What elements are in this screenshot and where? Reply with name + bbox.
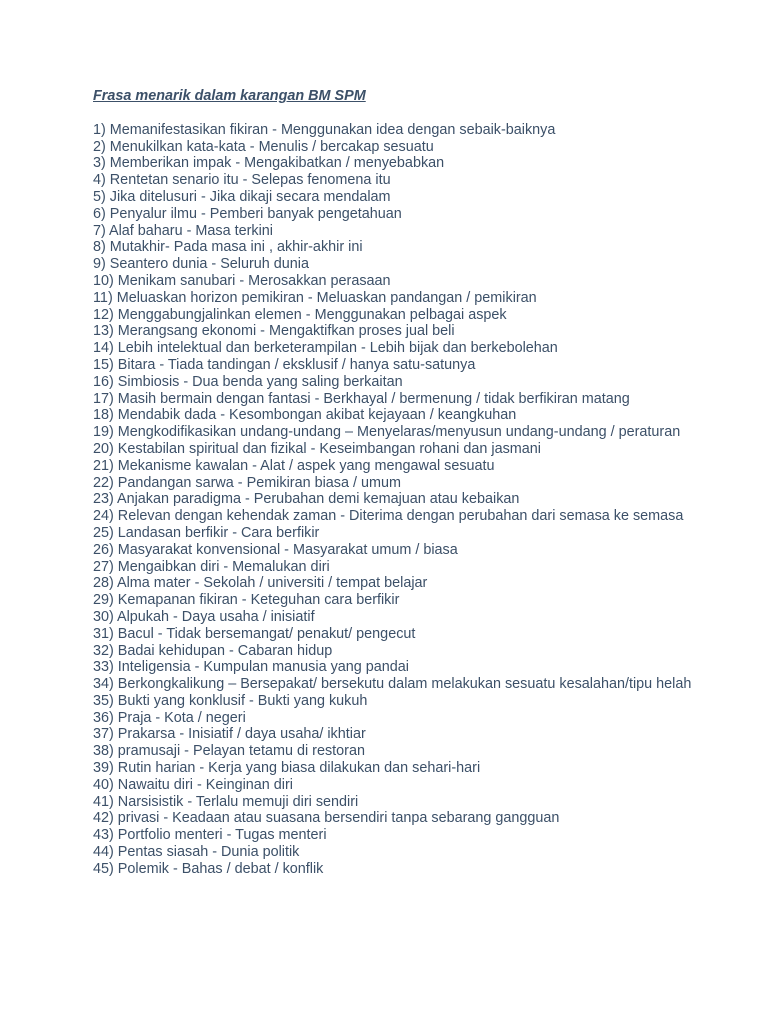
- list-item: 40) Nawaitu diri - Keinginan diri: [93, 776, 293, 793]
- list-item: 22) Pandangan sarwa - Pemikiran biasa / umum: [93, 474, 401, 491]
- list-item: 38) pramusaji - Pelayan tetamu di restoran: [93, 743, 365, 760]
- list-item: 21) Mekanisme kawalan - Alat / aspek yang mengawal sesuatu: [93, 457, 495, 474]
- list-item: 26) Masyarakat konvensional - Masyarakat umum / biasa: [93, 541, 458, 558]
- list-item: 5) Jika ditelusuri - Jika dikaji secara mendalam: [93, 188, 391, 205]
- phrase-list: [93, 122, 693, 878]
- list-item: 29) Kemapanan fikiran - Keteguhan cara berfikir: [93, 592, 400, 609]
- list-item: 4) Rentetan senario itu - Selepas fenomena itu: [93, 172, 391, 189]
- list-item: 13) Merangsang ekonomi - Mengaktifkan proses jual beli: [93, 323, 455, 340]
- list-item: 28) Alma mater - Sekolah / universiti / tempat belajar: [93, 575, 428, 592]
- list-item: 45) Polemik - Bahas / debat / konflik: [93, 860, 324, 877]
- list-item: 6) Penyalur ilmu - Pemberi banyak pengetahuan: [93, 205, 402, 222]
- list-item: 42) privasi - Keadaan atau suasana bersendiri tanpa sebarang gangguan: [93, 810, 560, 827]
- list-item: 43) Portfolio menteri - Tugas menteri: [93, 827, 327, 844]
- list-item: 31) Bacul - Tidak bersemangat/ penakut/ pengecut: [93, 625, 416, 642]
- list-item: 9) Seantero dunia - Seluruh dunia: [93, 256, 310, 273]
- document-page: [93, 87, 693, 878]
- list-item: 33) Inteligensia - Kumpulan manusia yang pandai: [93, 659, 409, 676]
- list-item: 24) Relevan dengan kehendak zaman - Diterima dengan perubahan dari semasa ke semasa: [93, 508, 684, 525]
- list-item: 12) Menggabungjalinkan elemen - Menggunakan pelbagai aspek: [93, 306, 507, 323]
- list-item: 39) Rutin harian - Kerja yang biasa dilakukan dan sehari-hari: [93, 760, 481, 777]
- list-item: 14) Lebih intelektual dan berketerampilan - Lebih bijak dan berkebolehan: [93, 340, 558, 357]
- list-item: 25) Landasan berfikir - Cara berfikir: [93, 524, 320, 541]
- list-item: 27) Mengaibkan diri - Memalukan diri: [93, 558, 330, 575]
- list-item: 3) Memberikan impak - Mengakibatkan / menyebabkan: [93, 155, 445, 172]
- list-item: 8) Mutakhir- Pada masa ini , akhir-akhir ini: [93, 239, 363, 256]
- list-item: 37) Prakarsa - Inisiatif / daya usaha/ ikhtiar: [93, 726, 366, 743]
- list-item: 19) Mengkodifikasikan undang-undang – Menyelaras/menyusun undang-undang / peraturan: [93, 424, 681, 441]
- list-item: 18) Mendabik dada - Kesombongan akibat kejayaan / keangkuhan: [93, 407, 517, 424]
- list-item: 32) Badai kehidupan - Cabaran hidup: [93, 642, 333, 659]
- list-item: 23) Anjakan paradigma - Perubahan demi kemajuan atau kebaikan: [93, 491, 520, 508]
- list-item: 41) Narsisistik - Terlalu memuji diri sendiri: [93, 793, 359, 810]
- list-item: 44) Pentas siasah - Dunia politik: [93, 844, 300, 861]
- list-item: 11) Meluaskan horizon pemikiran - Meluaskan pandangan / pemikiran: [93, 289, 537, 306]
- list-item: 36) Praja - Kota / negeri: [93, 709, 246, 726]
- list-item: 15) Bitara - Tiada tandingan / eksklusif / hanya satu-satunya: [93, 356, 476, 373]
- document-title: Frasa menarik dalam karangan BM SPM: [93, 88, 366, 104]
- list-item: 2) Menukilkan kata-kata - Menulis / bercakap sesuatu: [93, 138, 434, 155]
- list-item: 30) Alpukah - Daya usaha / inisiatif: [93, 608, 315, 625]
- list-item: 20) Kestabilan spiritual dan fizikal - Keseimbangan rohani dan jasmani: [93, 440, 541, 457]
- list-item: 17) Masih bermain dengan fantasi - Berkhayal / bermenung / tidak berfikiran matang: [93, 390, 630, 407]
- list-item: 7) Alaf baharu - Masa terkini: [93, 222, 273, 239]
- list-item: 34) Berkongkalikung – Bersepakat/ bersekutu dalam melakukan sesuatu kesalahan/tipu helah: [93, 676, 692, 693]
- list-item: 1) Memanifestasikan fikiran - Menggunakan idea dengan sebaik-baiknya: [93, 121, 556, 138]
- list-item: 10) Menikam sanubari - Merosakkan perasaan: [93, 272, 391, 289]
- list-item: 35) Bukti yang konklusif - Bukti yang kukuh: [93, 692, 368, 709]
- list-item: 16) Simbiosis - Dua benda yang saling berkaitan: [93, 373, 403, 390]
